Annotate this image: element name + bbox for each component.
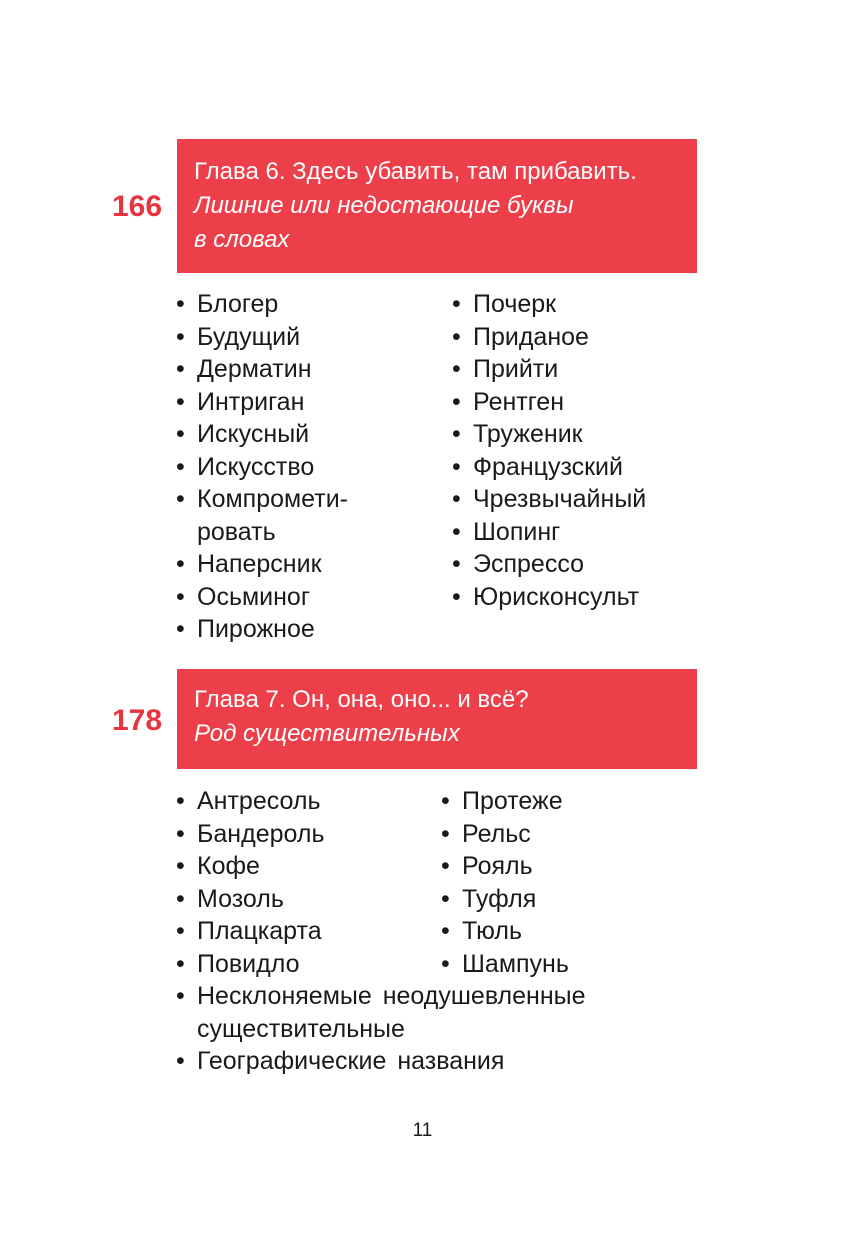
chapter-6-subtitle-line1: Лишние или недостающие буквы (194, 192, 574, 219)
list-item: • Пирожное (176, 613, 348, 646)
chapter-7-wide-list (176, 980, 586, 1078)
list-item: • Плацкарта (176, 915, 324, 948)
chapter-6-subtitle-line2: в словах (194, 226, 290, 253)
page-reference-166: 166 (112, 190, 163, 223)
chapter-7-banner (177, 669, 697, 769)
list-item: • Почерк (452, 288, 646, 321)
list-item: • Наперсник (176, 548, 348, 581)
list-item: • Протеже (441, 785, 569, 818)
list-item: • Шопинг (452, 516, 646, 549)
list-item-continuation: существительные (197, 1014, 405, 1043)
list-item: • Прийти (452, 353, 646, 386)
list-item-continuation: ровать (197, 517, 276, 546)
list-item-text: Компромети- (197, 485, 349, 513)
chapter-6-right-list (452, 288, 646, 613)
chapter-6-title: Глава 6. Здесь убавить, там прибавить. (194, 158, 637, 185)
list-item: • Географические названия (176, 1045, 586, 1078)
list-item: • Шампунь (441, 948, 569, 981)
list-item: • Чрезвычайный (452, 483, 646, 516)
list-item: • Французский (452, 451, 646, 484)
page-number: 11 (412, 1120, 433, 1141)
list-item: • Рельс (441, 818, 569, 851)
list-item: • Искусный (176, 418, 348, 451)
chapter-7-left-list (176, 785, 324, 980)
list-item: • Труженик (452, 418, 646, 451)
list-item: • Дерматин (176, 353, 348, 386)
list-item: • Повидло (176, 948, 324, 981)
list-item: • Туфля (441, 883, 569, 916)
chapter-6-left-list (176, 288, 348, 646)
chapter-7-title: Глава 7. Он, она, оно... и всё? (194, 686, 529, 713)
list-item-text: Несклоняемые неодушевленные (197, 982, 586, 1010)
list-item: • Эспрессо (452, 548, 646, 581)
list-item: • Искусство (176, 451, 348, 484)
list-item: • Тюль (441, 915, 569, 948)
list-item: • Бандероль (176, 818, 324, 851)
list-item: • Осьминог (176, 581, 348, 614)
list-item: • Рояль (441, 850, 569, 883)
list-item-multiline (176, 980, 586, 1045)
chapter-7-right-list (441, 785, 569, 980)
list-item: • Интриган (176, 386, 348, 419)
list-item: • Мозоль (176, 883, 324, 916)
list-item: • Будущий (176, 321, 348, 354)
chapter-7-subtitle: Род существительных (194, 720, 460, 747)
list-item-hyphenated (176, 483, 348, 548)
list-item: • Блогер (176, 288, 348, 321)
list-item: • Юрисконсульт (452, 581, 646, 614)
list-item: • Антресоль (176, 785, 324, 818)
page-reference-178: 178 (112, 704, 163, 737)
chapter-6-banner (177, 139, 697, 273)
list-item: • Приданое (452, 321, 646, 354)
list-item: • Кофе (176, 850, 324, 883)
list-item: • Рентген (452, 386, 646, 419)
